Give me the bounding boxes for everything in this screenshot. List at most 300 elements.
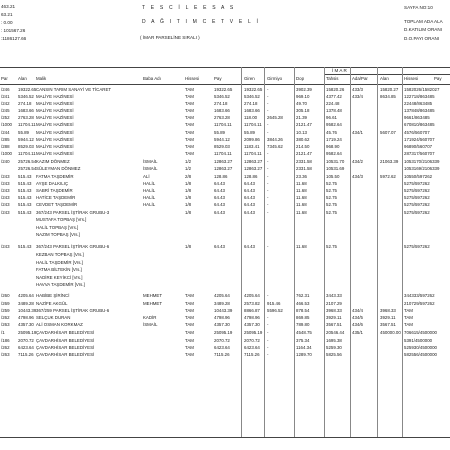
table-cell: 15820.26 <box>326 87 345 92</box>
table-cell: TAM <box>185 101 194 106</box>
table-cell: /244 <box>1 130 10 135</box>
table-top-rule <box>0 67 450 68</box>
table-cell: ÇAVDARHİSAR BELEDİYESİ <box>36 338 95 343</box>
table-cell: 12863.27 <box>244 159 263 164</box>
table-cell: 1/2 <box>185 159 192 164</box>
table-cell: HATİCE TAŞDEMİR <box>36 195 76 200</box>
table-bottom-rule <box>0 437 450 438</box>
table-cell: 515.43 <box>18 195 32 200</box>
table-cell: HALİL <box>143 195 156 200</box>
table-cell: 3443.33 <box>326 293 342 298</box>
header-right-line: TOPLAM ADA ALA <box>404 19 443 24</box>
table-cell: 2099.86 <box>244 137 260 142</box>
table-cell: 3844.26 <box>267 137 283 142</box>
table-cell: /243 <box>1 188 10 193</box>
group-member: KEZBAN TOPBAŞ [Vrs.] <box>36 252 84 257</box>
table-cell: 4205.64 <box>18 293 34 298</box>
table-cell: 96890/560707 <box>404 144 433 149</box>
table-cell: 22448/863485 <box>404 101 433 106</box>
table-cell: 11704.11 <box>214 122 232 127</box>
table-cell: SÜLEYMAN DÖNMEZ <box>36 166 81 171</box>
table-cell: MALİYE HAZİNESİ <box>36 115 74 120</box>
table-cell: 515.43 <box>18 202 32 207</box>
table-cell: 1719.24 <box>326 137 342 142</box>
column-header: Hissesi <box>185 76 200 81</box>
column-header: Par <box>1 76 8 81</box>
table-cell: /245 <box>1 108 10 113</box>
table-cell: 5391/4500000 <box>404 338 433 343</box>
column-header: Girmiyo <box>267 76 283 81</box>
group-member: FATMA BİLTEKİN [Vrs.] <box>36 267 82 273</box>
table-cell: MALİYE HAZİNESİ <box>36 137 74 142</box>
table-cell: TAM <box>185 108 194 113</box>
table-cell: 5275/597262 <box>404 210 430 215</box>
table-cell: 1/2 <box>185 166 192 171</box>
table-cell: 9582.64 <box>326 122 342 127</box>
table-cell: 762.31 <box>296 293 310 298</box>
table-cell: - <box>267 159 269 164</box>
table-cell: 128.86 <box>214 174 228 179</box>
table-cell: 19322.65 <box>18 87 37 92</box>
table-cell: 4357.30 <box>214 322 230 327</box>
table-cell: 11.68 <box>296 210 307 215</box>
table-cell: 9582.64 <box>326 151 342 156</box>
table-cell: 96.61 <box>326 115 337 120</box>
table-cell: /263 <box>1 322 10 327</box>
table-cell: 7115.26 <box>18 352 34 357</box>
table-cell: MALİYE HAZİNESİ <box>36 122 74 127</box>
table-cell: 5944.12 <box>214 137 230 142</box>
table-cell: - <box>267 315 269 320</box>
table-cell: 8529.03 <box>214 144 230 149</box>
table-cell: 2070.72 <box>18 338 34 343</box>
table-cell: - <box>267 87 269 92</box>
table-cell: 9661/863485 <box>404 115 430 120</box>
table-cell: /260 <box>1 293 10 298</box>
table-cell: 1/8 <box>185 181 192 186</box>
table-cell: 45.76 <box>326 130 337 135</box>
header-left-line: : 0.00 <box>1 20 13 25</box>
column-header: Alan <box>18 76 27 81</box>
table-cell: 3902.39 <box>296 87 312 92</box>
table-cell: 3968.33 <box>380 308 396 313</box>
table-cell: 21.39 <box>296 115 307 120</box>
table-cell: MALİYE HAZİNESİ <box>36 94 74 99</box>
table-cell: /243 <box>1 210 10 215</box>
table-cell: 1683.66 <box>244 108 260 113</box>
table-cell: MALİYE HAZİNESİ <box>36 101 74 106</box>
table-cell: 105.50 <box>326 174 340 179</box>
table-cell: 2/8 <box>185 174 192 179</box>
table-cell: 2573.82 <box>244 301 260 306</box>
table-cell: CANSIN TARIM SANAYİ VE TİCARET <box>36 87 112 92</box>
column-header: Dop <box>296 76 305 81</box>
table-cell: 25095.19 <box>18 330 37 335</box>
table-cell: 1/8 <box>185 244 192 249</box>
table-cell: 6423.64 <box>244 345 260 350</box>
table-cell: 11.68 <box>296 181 307 186</box>
table-cell: 20546.44 <box>326 330 345 335</box>
table-cell: 25726.54 <box>18 159 37 164</box>
table-cell: /263 <box>1 352 10 357</box>
table-cell: 2645.28 <box>267 115 283 120</box>
table-cell: 670810/863485 <box>404 122 435 127</box>
table-cell: /243 <box>1 244 10 249</box>
table-cell: 52.75 <box>326 244 337 249</box>
table-cell: ALİ <box>143 174 150 179</box>
table-cell: 789.80 <box>296 322 310 327</box>
table-cell: 25095.19 <box>214 330 233 335</box>
table-cell: SELÇUK DURAN <box>36 315 71 320</box>
table-cell: 344333/597262 <box>404 293 435 298</box>
table-cell: 11.68 <box>296 195 307 200</box>
table-cell: TAM <box>185 130 194 135</box>
table-cell: /243 <box>1 202 10 207</box>
table-cell: 11.68 <box>296 244 307 249</box>
table-cell: 21063.39 <box>380 159 399 164</box>
table-cell: 434/3 <box>352 174 363 179</box>
table-cell: SABRİ TAŞDEMİR <box>36 188 73 193</box>
table-cell: 3567.51 <box>326 322 342 327</box>
table-cell: TAM <box>185 352 194 357</box>
table-cell: 5346.52 <box>18 94 34 99</box>
table-cell: 3489.28 <box>214 301 230 306</box>
table-cell: 4548.75 <box>296 330 312 335</box>
column-header: Hissesi <box>404 76 419 81</box>
table-cell: /1000 <box>1 122 12 127</box>
table-cell: 1183.41 <box>244 144 260 149</box>
table-cell: /252 <box>1 115 10 120</box>
table-cell: TAM <box>404 315 413 320</box>
table-cell: - <box>267 101 269 106</box>
table-cell: TAM <box>185 301 194 306</box>
table-cell: 122718/863485 <box>404 94 435 99</box>
table-cell: /186 <box>1 338 10 343</box>
table-cell: 5825.56 <box>326 352 342 357</box>
table-cell: 1/8 <box>185 202 192 207</box>
table-cell: - <box>267 345 269 350</box>
table-cell: 434/4 <box>352 308 363 313</box>
table-cell: /269 <box>1 301 10 306</box>
table-cell: 15820.27 <box>380 87 399 92</box>
table-cell: /288 <box>1 144 10 149</box>
table-cell: 11704.11 <box>244 151 262 156</box>
table-cell: 2070.72 <box>214 338 230 343</box>
table-cell: 515.43 <box>18 210 32 215</box>
table-cell: 4576/560707 <box>404 130 430 135</box>
document-title-2: D A Ğ I T I M C E T V E L İ <box>142 19 261 25</box>
table-cell: 10443.39 <box>214 308 233 313</box>
table-cell: 4357.30 <box>18 322 34 327</box>
table-cell: - <box>267 202 269 207</box>
table-cell: 55.89 <box>214 130 225 135</box>
table-cell: - <box>267 293 269 298</box>
table-cell: MEHMET <box>143 301 163 306</box>
table-cell: 6423.64 <box>214 345 230 350</box>
table-cell: İSMAİL <box>143 159 158 164</box>
table-cell: MALİYE HAZİNESİ <box>36 151 74 156</box>
column-header: Baba Adı <box>143 76 161 81</box>
table-cell: 5346.52 <box>214 94 230 99</box>
table-cell: 434/1 <box>352 130 363 135</box>
table-cell: 64.43 <box>244 188 255 193</box>
table-cell: 4205.64 <box>244 293 260 298</box>
table-cell: 5275/597262 <box>404 244 430 249</box>
table-cell: 64.43 <box>244 181 255 186</box>
table-cell: - <box>267 166 269 171</box>
table-cell: - <box>267 151 269 156</box>
header-left-line: :1186127.66 <box>1 36 27 41</box>
table-cell: 2107.29 <box>326 301 342 306</box>
table-cell: 2121.47 <box>296 122 312 127</box>
table-cell: 52.75 <box>326 188 337 193</box>
table-cell: 1/8 <box>185 195 192 200</box>
table-cell: /1 <box>1 330 5 335</box>
table-cell: 12863.27 <box>244 166 263 171</box>
table-cell: 64.43 <box>214 188 225 193</box>
table-cell: /262 <box>1 345 10 350</box>
table-cell: /246 <box>1 87 10 92</box>
table-cell: 55.89 <box>18 130 29 135</box>
table-cell: 64.43 <box>214 244 225 249</box>
table-cell: 11.68 <box>296 188 307 193</box>
table-cell: ÇAVDARHİSAR BELEDİYESİ <box>36 352 95 357</box>
group-member: NADİRE KEYİKCİ [Vrs.] <box>36 274 83 280</box>
table-cell: 287317/560707 <box>404 151 435 156</box>
table-cell: 434/5 <box>352 315 363 320</box>
table-cell: 1695.38 <box>326 338 342 343</box>
table-cell: 1683.66 <box>18 108 34 113</box>
table-cell: - <box>267 322 269 327</box>
table-cell: 1053170/2106339 <box>404 159 440 164</box>
table-cell: - <box>267 330 269 335</box>
table-cell: TAM <box>185 322 194 327</box>
table-cell: 52.75 <box>326 181 337 186</box>
table-cell: 5607.07 <box>380 130 396 135</box>
table-cell: /243 <box>1 181 10 186</box>
table-cell: /241 <box>1 94 10 99</box>
table-cell: 10.13 <box>296 130 307 135</box>
table-cell: 7115.26 <box>214 352 230 357</box>
table-row <box>0 331 450 337</box>
table-cell: 582556/4500000 <box>404 352 437 357</box>
table-cell: TAM <box>185 308 194 313</box>
column-header: Alan <box>380 76 389 81</box>
table-cell: 11.68 <box>296 202 307 207</box>
document-subtitle: ( İMAR PARSELİNE SIRALI ) <box>140 35 200 40</box>
section-rule <box>324 74 450 75</box>
table-cell: 1053169/2106339 <box>404 166 440 171</box>
table-cell: - <box>267 94 269 99</box>
table-cell: 367/259 PARSEL İŞTİRAK GRUBU-6 <box>36 308 110 313</box>
table-cell: 515.43 <box>18 174 32 179</box>
header-left-line: 63.21 <box>1 12 13 17</box>
table-cell: 4377.42 <box>326 94 342 99</box>
table-cell: 380.62 <box>296 137 310 142</box>
table-cell: 52.75 <box>326 210 337 215</box>
table-cell: 367/243 PARSEL İŞTİRAK GRUBU-3 <box>36 210 110 215</box>
group-member: HALİL TOPBAŞ [Vrs.] <box>36 224 79 230</box>
table-cell: 19322.65 <box>244 87 263 92</box>
table-cell: 375.34 <box>296 338 310 343</box>
table-cell: TAM <box>185 122 194 127</box>
table-cell: 11704.11 <box>244 122 262 127</box>
table-cell: TAM <box>185 345 194 350</box>
table-cell: 11704.11 <box>18 122 36 127</box>
table-cell: 5275/597262 <box>404 202 430 207</box>
table-row <box>0 294 450 300</box>
table-cell: /285 <box>1 137 10 142</box>
table-cell: 5259.30 <box>326 345 342 350</box>
table-cell: 2331.58 <box>296 166 312 171</box>
table-cell: 915.46 <box>267 301 281 306</box>
table-cell: 1683.66 <box>214 108 230 113</box>
table-cell: HALİL <box>143 188 156 193</box>
table-cell: KADİR <box>143 315 157 320</box>
table-cell: TAM <box>185 144 194 149</box>
table-cell: 2763.28 <box>214 115 230 120</box>
table-cell: 55.89 <box>244 130 255 135</box>
table-cell: 3929.11 <box>326 315 342 320</box>
table-cell: /1000 <box>1 151 12 156</box>
table-cell: 525930/4500000 <box>404 345 437 350</box>
table-cell: 3567.51 <box>380 322 396 327</box>
table-cell: 19322.65 <box>214 87 233 92</box>
table-cell: /242 <box>1 101 10 106</box>
table-cell: 10550/597262 <box>404 174 433 179</box>
header-right-line: D.KATILIM ORANI <box>404 27 442 32</box>
table-cell: 4205.64 <box>214 293 230 298</box>
table-cell: ÇAVDARHİSAR BELEDİYESİ <box>36 330 95 335</box>
table-cell: 869.85 <box>296 315 310 320</box>
table-cell: 4798.96 <box>214 315 230 320</box>
table-cell: NAZİFE AKGÜL <box>36 301 68 306</box>
table-cell: 5275/597262 <box>404 181 430 186</box>
table-cell: 64.43 <box>214 210 225 215</box>
table-cell: İSMAİL <box>143 166 158 171</box>
table-cell: 450000.00 <box>380 330 401 335</box>
table-cell: 274.18 <box>18 101 32 106</box>
table-row <box>0 203 450 209</box>
table-cell: TAM <box>185 315 194 320</box>
table-cell: TAM <box>185 151 194 156</box>
table-cell: 25726.54 <box>18 166 37 171</box>
table-cell: 8634.85 <box>380 94 396 99</box>
table-cell: 12863.27 <box>214 166 233 171</box>
table-cell: 49.70 <box>296 101 307 106</box>
table-cell: FATMA TAŞDEMİR <box>36 174 74 179</box>
table-cell: TAM <box>185 330 194 335</box>
table-cell: 515.43 <box>18 181 32 186</box>
table-cell: 4357.30 <box>244 322 260 327</box>
table-cell: 466.53 <box>296 301 310 306</box>
table-cell: 434/2 <box>352 159 363 164</box>
table-cell: 7345.62 <box>267 144 283 149</box>
table-cell: 2070.72 <box>244 338 260 343</box>
table-cell: 11704.11 <box>214 151 232 156</box>
table-cell: 10531.69 <box>326 166 345 171</box>
table-cell: TAM <box>185 293 194 298</box>
table-cell: 64.43 <box>244 195 255 200</box>
group-member: HALİL TAŞDEMİR [Vrs.] <box>36 259 83 265</box>
table-cell: - <box>267 244 269 249</box>
table-cell: AYŞE DALKILIÇ <box>36 181 69 186</box>
table-cell: 214.50 <box>296 144 310 149</box>
table-cell: 2331.58 <box>296 159 312 164</box>
table-cell: - <box>267 195 269 200</box>
table-cell: 367/243 PARSEL İŞTİRAK GRUBU-6 <box>36 244 110 249</box>
table-cell: 224.48 <box>326 101 340 106</box>
table-cell: MALİYE HAZİNESİ <box>36 108 74 113</box>
group-member: HAVVA TAŞDEMİR [Vrs.] <box>36 282 85 288</box>
table-cell: 433/3 <box>352 87 363 92</box>
section-label-imar: İ M A R <box>332 68 347 73</box>
group-member: NAZIM TOPBAŞ [Vrs.] <box>36 232 80 238</box>
table-cell: 969.10 <box>296 94 310 99</box>
table-cell: - <box>267 210 269 215</box>
table-row <box>0 123 450 129</box>
column-header-rule <box>0 84 450 85</box>
table-cell: ALİ OSMAN KORKMAZ <box>36 322 83 327</box>
table-cell: - <box>267 130 269 135</box>
header-left-line: : 101567.26 <box>1 28 26 33</box>
table-cell: KAZIM DÖNMEZ <box>36 159 70 164</box>
table-cell: MEHMET <box>143 293 163 298</box>
table-cell: 25095.19 <box>244 330 263 335</box>
table-cell: TAM <box>185 338 194 343</box>
table-cell: 3489.28 <box>18 301 34 306</box>
table-cell: 5275/597262 <box>404 188 430 193</box>
table-cell: 137848/863485 <box>404 108 435 113</box>
table-cell: 118.00 <box>244 115 258 120</box>
table-cell: 8529.03 <box>18 144 34 149</box>
table-cell: 274.18 <box>214 101 228 106</box>
header-left-line: 463.21 <box>1 4 16 9</box>
table-cell: /243 <box>1 195 10 200</box>
table-cell: 64.43 <box>214 202 225 207</box>
table-cell: 7115.26 <box>244 352 260 357</box>
table-cell: /262 <box>1 315 10 320</box>
document-title: T E S C İ L E E S A S <box>142 5 236 11</box>
table-cell: 1582026/1582027 <box>404 87 440 92</box>
group-member: MUSTAFA TOPBAŞ [Vrs.] <box>36 217 87 222</box>
table-cell: 12863.27 <box>214 159 233 164</box>
column-header: Pay <box>434 76 442 81</box>
table-cell: 5972.62 <box>380 174 396 179</box>
table-cell: 274.18 <box>244 101 258 106</box>
table-cell: 23.36 <box>296 174 307 179</box>
table-cell: 1164.34 <box>296 345 312 350</box>
table-cell: HALİL <box>143 202 156 207</box>
table-cell: ÇAVDARHİSAR BELEDİYESİ <box>36 345 95 350</box>
table-cell: 64.43 <box>244 244 255 249</box>
table-cell: 4798.96 <box>244 315 260 320</box>
table-cell: 10531.70 <box>326 159 345 164</box>
table-cell: - <box>267 338 269 343</box>
table-cell: 878.54 <box>296 308 310 313</box>
table-cell: 210729/597262 <box>404 301 435 306</box>
table-cell: MALİYE HAZİNESİ <box>36 144 74 149</box>
page-number: SAYFA NO:10 <box>404 5 433 10</box>
table-cell: 8866.87 <box>244 308 260 313</box>
table-cell: 3929.11 <box>380 315 396 320</box>
table-cell: 1378.48 <box>326 108 342 113</box>
table-cell: 1/8 <box>185 210 192 215</box>
table-cell: 433/4 <box>352 94 363 99</box>
table-row <box>0 152 450 158</box>
table-cell: 2763.28 <box>18 115 34 120</box>
table-cell: TAM <box>404 322 413 327</box>
